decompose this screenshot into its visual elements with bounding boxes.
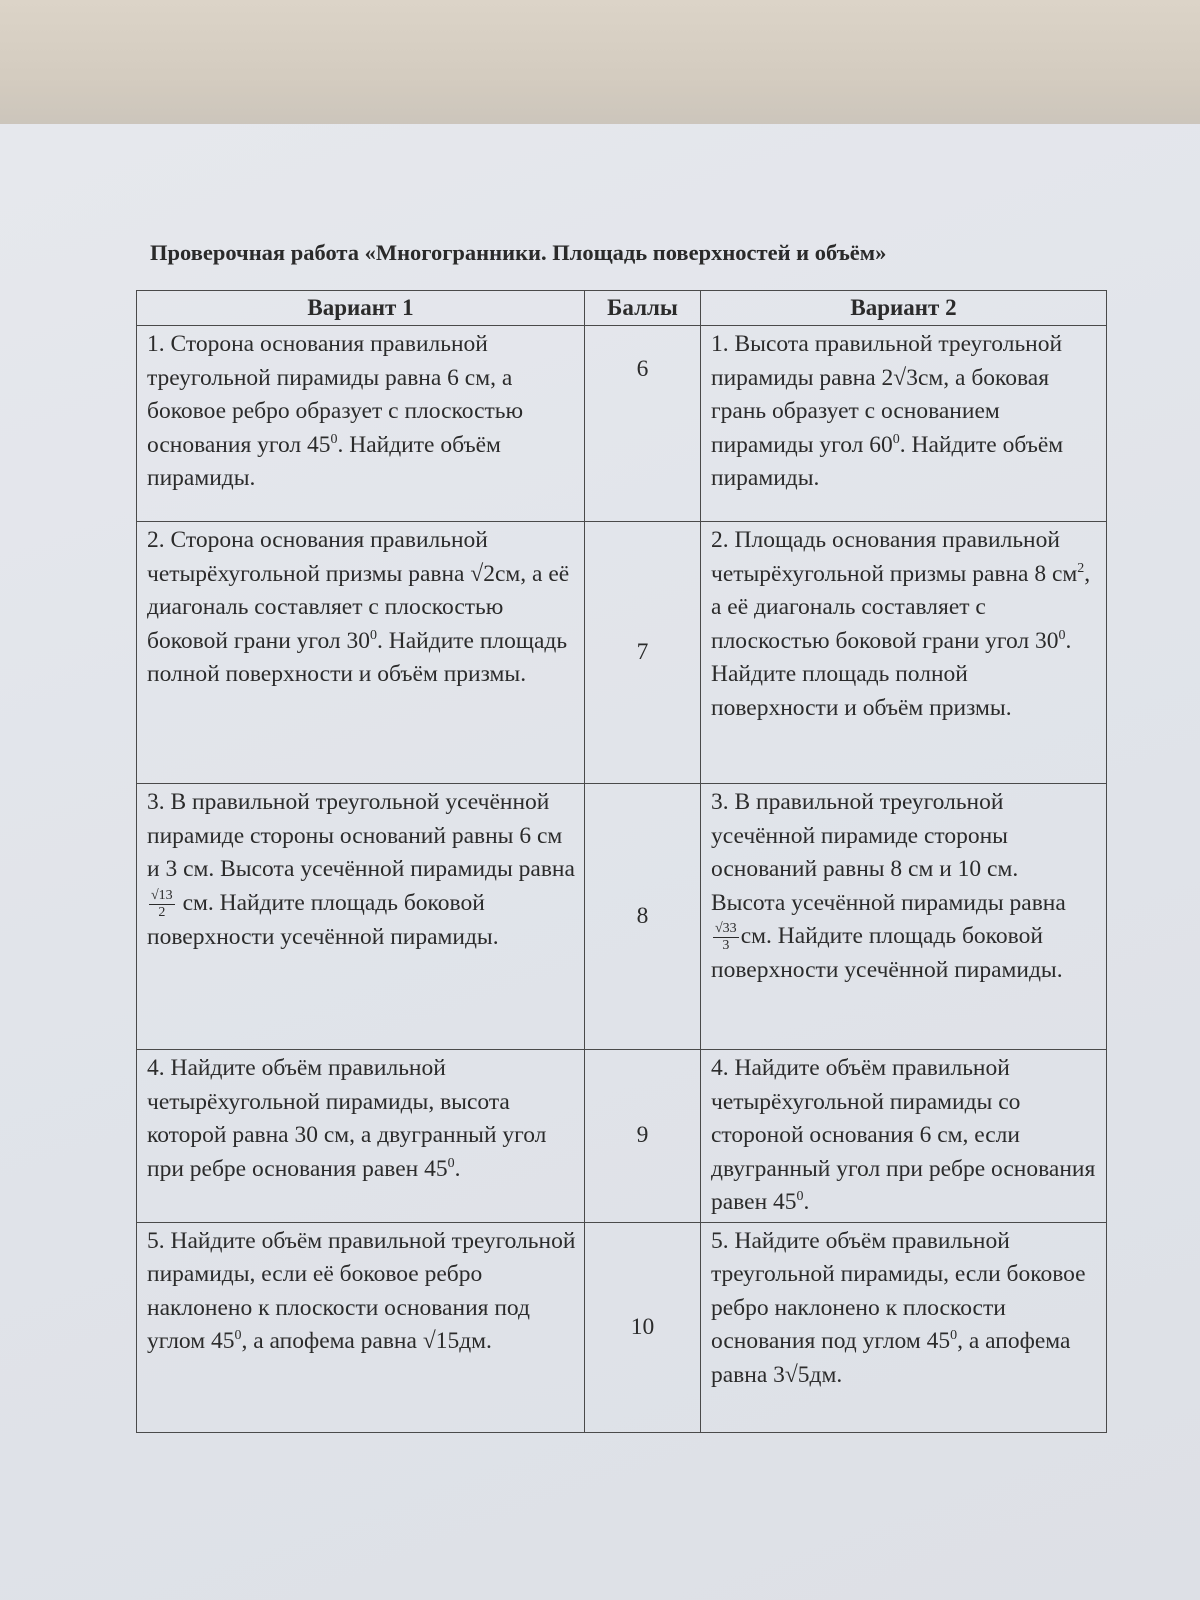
fraction — [149, 888, 175, 921]
task-text-end: . Найдите объём пирамиды. — [711, 431, 1064, 491]
points-cell: 6 — [585, 326, 701, 522]
task-text-end: . — [454, 1155, 461, 1182]
task-text: 4. Найдите объём правильной четырёхугольной пирамиды, высота которой равна 30 см, а двугранный угол при ребре основания равен 45 — [147, 1055, 547, 1182]
task-variant-2 — [701, 326, 1107, 522]
superscript: 0 — [447, 1155, 455, 1171]
table-surface — [0, 0, 1200, 140]
superscript: 0 — [330, 431, 338, 447]
fraction-denominator: 2 — [158, 904, 166, 920]
task-text-end: см. Найдите площадь боковой поверхности усечённой пирамиды. — [711, 923, 1063, 984]
task-text: 3. В правильной треугольной усечённой пирамиде стороны оснований равны 8 см и 10 см. Высота усечённой пирамиды равна — [711, 789, 1066, 916]
task-text-end: см. Найдите площадь боковой поверхности усечённой пирамиды. — [147, 889, 499, 950]
superscript: 0 — [796, 1189, 804, 1205]
task-text: 1. Сторона основания правильной треугольной пирамиды равна 6 см, а боковое ребро образует с плоскостью основания угол 45 — [147, 331, 524, 458]
task-variant-1 — [137, 522, 585, 784]
superscript: 0 — [234, 1328, 242, 1344]
task-text: 2. Сторона основания правильной четырёхугольной призмы равна √2см, а её диагональ составляет с плоскостью боковой грани угол 30 — [147, 527, 570, 654]
task-variant-1 — [137, 1222, 585, 1432]
task-variant-2 — [701, 1222, 1107, 1432]
tasks-table — [136, 290, 1107, 1433]
task-variant-2 — [701, 1050, 1107, 1223]
fraction — [713, 921, 739, 954]
points-cell: 7 — [585, 522, 701, 784]
table-row — [137, 1050, 1107, 1223]
superscript: 0 — [892, 431, 900, 447]
task-text-middle: , а её диагональ составляет с плоскостью боковой грани угол 30 — [711, 560, 1091, 654]
fraction-numerator: √13 — [151, 887, 173, 903]
table-row — [137, 1222, 1107, 1432]
points-cell: 8 — [585, 784, 701, 1050]
task-text-end: . Найдите объём пирамиды. — [147, 431, 501, 491]
task-variant-2 — [701, 784, 1107, 1050]
fraction-numerator: √33 — [715, 921, 737, 937]
superscript: 2 — [1077, 560, 1085, 576]
column-header-points: Баллы — [585, 291, 701, 326]
points-cell: 9 — [585, 1050, 701, 1223]
task-text: 4. Найдите объём правильной четырёхугольной пирамиды со стороной основания 6 см, если двугранный угол при ребре основания равен 45 — [711, 1055, 1096, 1215]
task-text-end: . — [803, 1189, 810, 1215]
task-text: 5. Найдите объём правильной треугольной пирамиды, если её боковое ребро наклонено к плоскости основания под углом 45 — [147, 1227, 576, 1354]
task-text: 2. Площадь основания правильной четырёхугольной призмы равна 8 см — [711, 527, 1078, 587]
task-text: 5. Найдите объём правильной треугольной пирамиды, если боковое ребро наклонено к плоскости основания под углом 45 — [711, 1227, 1086, 1354]
task-text: 3. В правильной треугольной усечённой пирамиде стороны оснований равны 6 см и 3 см. Высота усечённой пирамиды равна — [147, 789, 575, 882]
table-row — [137, 326, 1107, 522]
task-variant-1 — [137, 326, 585, 522]
task-text-end: , а апофема равна 3√5дм. — [711, 1328, 1071, 1388]
points-cell: 10 — [585, 1222, 701, 1432]
column-header-variant-1: Вариант 1 — [137, 291, 585, 326]
task-text-end: , а апофема равна √15дм. — [241, 1328, 492, 1354]
task-text: 1. Высота правильной треугольной пирамиды равна 2√3см, а боковая грань образует с основанием пирамиды угол 60 — [711, 331, 1063, 458]
page-title: Проверочная работа «Многогранники. Площадь поверхностей и объём» — [150, 240, 887, 265]
superscript: 0 — [950, 1328, 958, 1344]
table-row — [137, 522, 1107, 784]
column-header-variant-2: Вариант 2 — [701, 291, 1107, 326]
table-row — [137, 784, 1107, 1050]
task-text-end: . Найдите площадь полной поверхности и объём призмы. — [147, 627, 568, 687]
superscript: 0 — [1058, 627, 1066, 643]
task-variant-1 — [137, 784, 585, 1050]
fraction-denominator: 3 — [722, 938, 730, 954]
header-row — [137, 291, 1107, 326]
task-variant-1 — [137, 1050, 585, 1223]
superscript: 0 — [370, 627, 378, 643]
task-variant-2 — [701, 522, 1107, 784]
task-text-end: . Найдите площадь полной поверхности и объём призмы. — [711, 627, 1072, 721]
